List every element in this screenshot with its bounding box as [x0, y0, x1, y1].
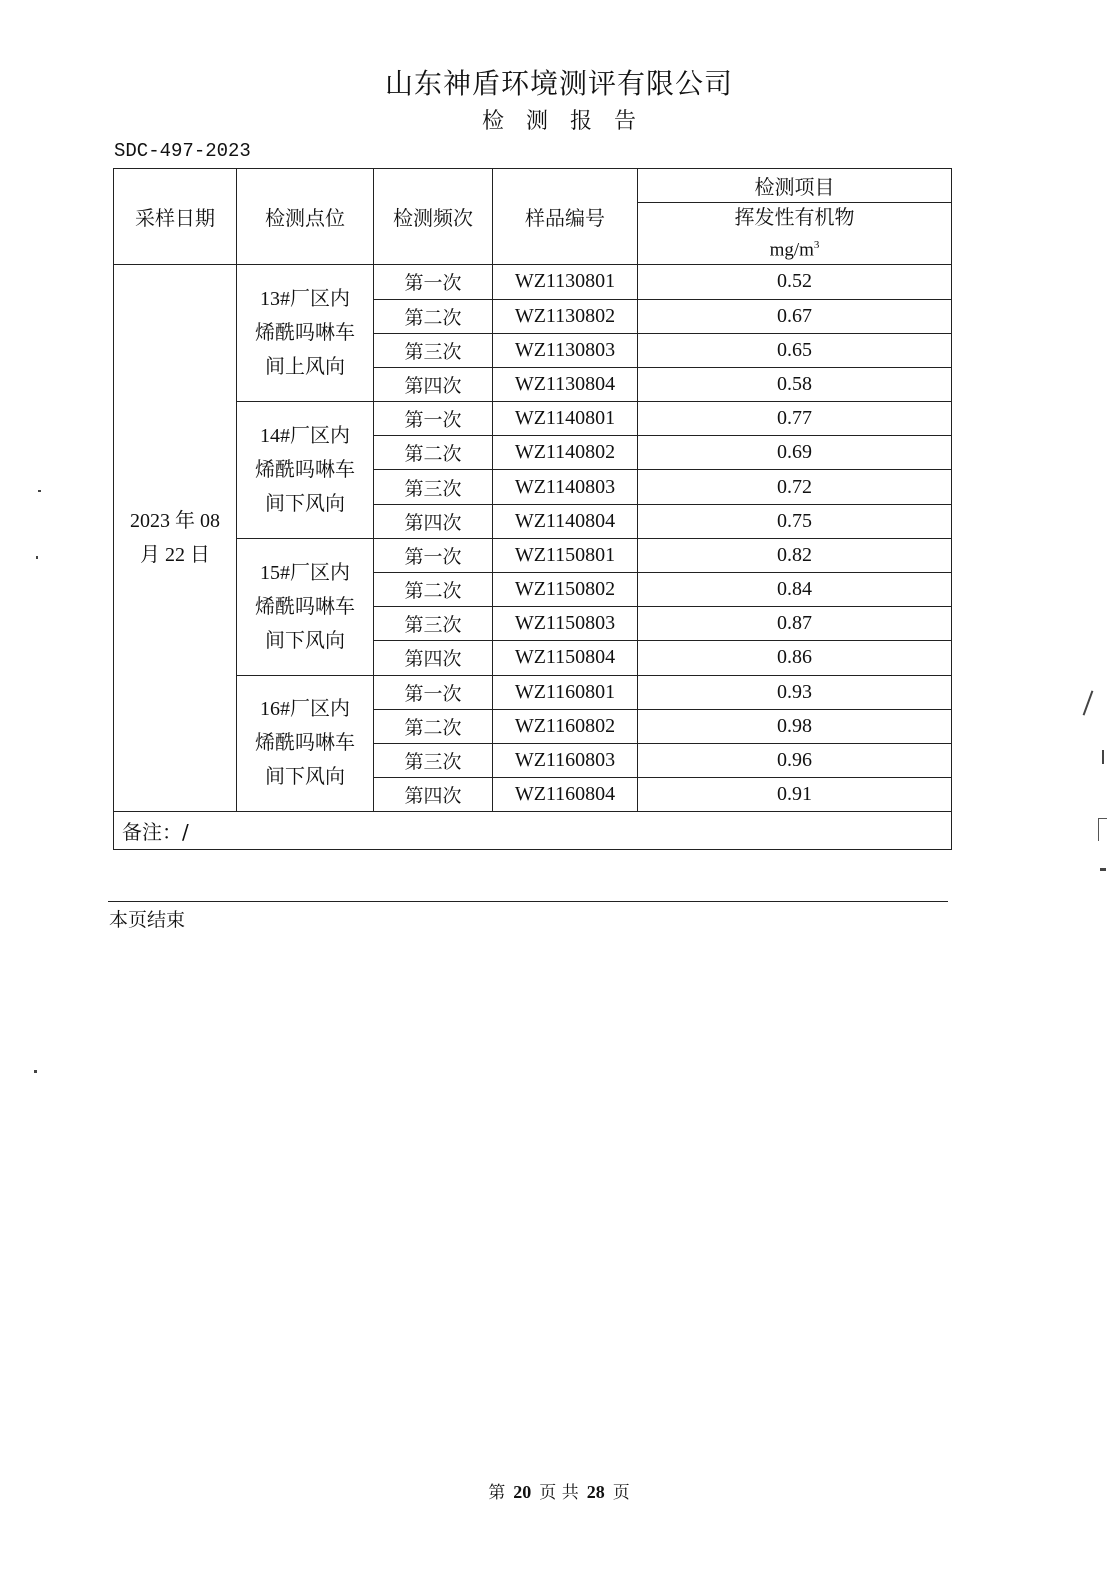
monitoring-location: 15#厂区内 烯酰吗啉车 间下风向: [237, 538, 374, 675]
sampling-date: [114, 265, 237, 812]
sample-id: WZ1160803: [493, 743, 638, 777]
sample-id: WZ1160804: [493, 778, 638, 812]
voc-value: 0.65: [638, 333, 952, 367]
page-mid: 页 共: [539, 1483, 579, 1503]
sampling-frequency: 第四次: [374, 367, 493, 401]
results-table: [113, 168, 952, 850]
page-footer: [0, 1478, 1118, 1503]
sampling-frequency: 第二次: [374, 299, 493, 333]
table-row: [114, 402, 952, 436]
sample-id: WZ1130802: [493, 299, 638, 333]
sampling-frequency: 第二次: [374, 573, 493, 607]
col-header-frequency: 检测频次: [374, 169, 493, 265]
sample-id: WZ1150801: [493, 538, 638, 572]
unit-exponent: 3: [813, 239, 820, 251]
voc-value: 0.96: [638, 743, 952, 777]
sample-id: WZ1150804: [493, 641, 638, 675]
voc-value: 0.82: [638, 538, 952, 572]
sample-id: WZ1140802: [493, 436, 638, 470]
voc-value: 0.87: [638, 607, 952, 641]
sample-id: WZ1150803: [493, 607, 638, 641]
sampling-frequency: 第四次: [374, 641, 493, 675]
monitoring-location: 16#厂区内 烯酰吗啉车 间下风向: [237, 675, 374, 812]
voc-value: 0.84: [638, 573, 952, 607]
sampling-frequency: 第一次: [374, 538, 493, 572]
sampling-date-line2: 月 22 日: [140, 544, 210, 567]
voc-value: 0.58: [638, 367, 952, 401]
sample-id: WZ1150802: [493, 573, 638, 607]
sample-id: WZ1140801: [493, 402, 638, 436]
sampling-frequency: 第二次: [374, 436, 493, 470]
sampling-frequency: 第一次: [374, 675, 493, 709]
end-of-page-label: 本页结束: [109, 909, 186, 931]
unit-base: mg/m: [769, 239, 814, 261]
scan-artifact: [34, 1070, 37, 1073]
sampling-frequency: 第三次: [374, 333, 493, 367]
item-unit: [638, 231, 951, 264]
table-row: [114, 538, 952, 572]
sample-id: WZ1160802: [493, 709, 638, 743]
scan-artifact: [36, 556, 38, 559]
voc-value: 0.98: [638, 709, 952, 743]
sampling-frequency: 第四次: [374, 504, 493, 538]
monitoring-location: 13#厂区内 烯酰吗啉车 间上风向: [237, 265, 374, 402]
voc-value: 0.91: [638, 778, 952, 812]
voc-value: 0.52: [638, 265, 952, 299]
report-title: 检测报告: [481, 109, 658, 134]
sample-id: WZ1130803: [493, 333, 638, 367]
item-name: 挥发性有机物: [734, 205, 855, 229]
remarks: 备注：/: [114, 812, 952, 850]
voc-value: 0.86: [638, 641, 952, 675]
page-suffix: 页: [612, 1483, 630, 1503]
company-name: 山东神盾环境测评有限公司: [384, 67, 733, 100]
sample-id: WZ1140804: [493, 504, 638, 538]
voc-value: 0.67: [638, 299, 952, 333]
scan-artifact: [1100, 868, 1106, 871]
table-body: [114, 265, 952, 812]
sampling-date-line1: 2023 年 08: [130, 510, 220, 533]
scan-artifact: [1083, 690, 1094, 715]
sample-id: WZ1130801: [493, 265, 638, 299]
page-total: 28: [586, 1482, 605, 1502]
sampling-frequency: 第三次: [374, 470, 493, 504]
sample-id: WZ1160801: [493, 675, 638, 709]
voc-value: 0.69: [638, 436, 952, 470]
sampling-frequency: 第三次: [374, 743, 493, 777]
scan-artifact: [1098, 818, 1107, 841]
monitoring-location: 14#厂区内 烯酰吗啉车 间下风向: [237, 402, 374, 539]
scan-artifact: [38, 490, 41, 492]
voc-value: 0.93: [638, 675, 952, 709]
sampling-frequency: 第四次: [374, 778, 493, 812]
sample-id: WZ1140803: [493, 470, 638, 504]
sampling-frequency: 第一次: [374, 265, 493, 299]
table-row: [114, 265, 952, 299]
scan-artifact: [1102, 750, 1104, 764]
col-header-item-group: 检测项目: [638, 169, 952, 203]
voc-value: 0.72: [638, 470, 952, 504]
voc-value: 0.77: [638, 402, 952, 436]
col-header-sample-id: 样品编号: [493, 169, 638, 265]
table-row: [114, 675, 952, 709]
col-header-location: 检测点位: [237, 169, 374, 265]
report-number: SDC-497-2023: [114, 140, 251, 162]
page-prefix: 第: [488, 1483, 506, 1503]
sampling-frequency: 第一次: [374, 402, 493, 436]
voc-value: 0.75: [638, 504, 952, 538]
sampling-frequency: 第三次: [374, 607, 493, 641]
end-divider: [108, 901, 948, 902]
col-header-item: [638, 203, 952, 265]
page-current: 20: [513, 1482, 532, 1502]
sampling-frequency: 第二次: [374, 709, 493, 743]
sample-id: WZ1130804: [493, 367, 638, 401]
col-header-date: 采样日期: [114, 169, 237, 265]
